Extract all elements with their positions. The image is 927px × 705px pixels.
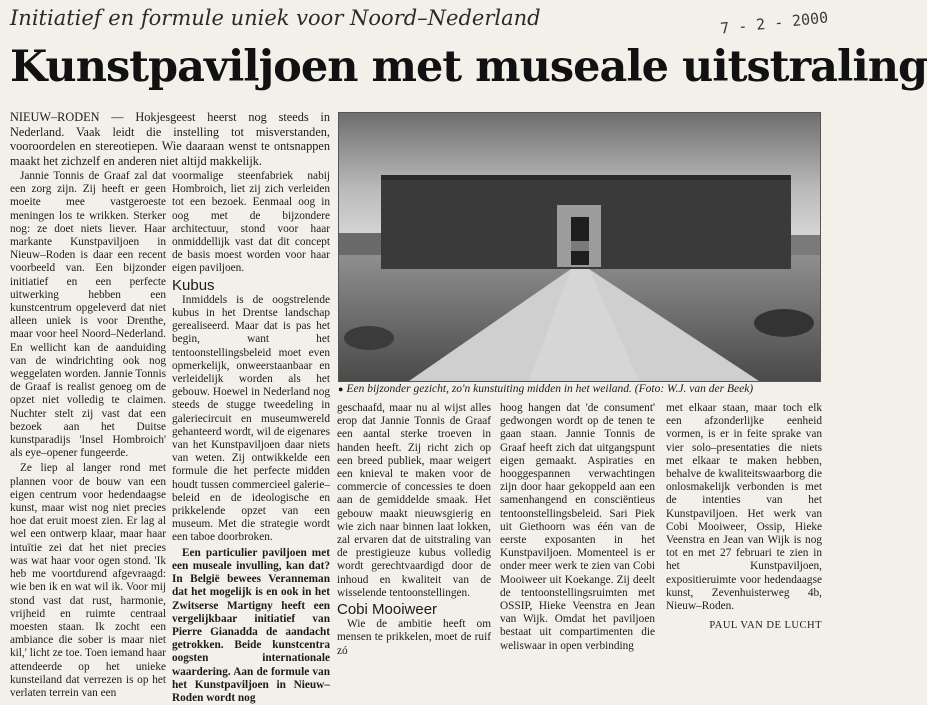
body-paragraph: Ze liep al langer rond met plannen voor de bouw van een eigen centrum voor hedendaagse kunst, maar wist nog niet precies hoe dat eruit moest zien. Er lag al wel een ontwerp klaar, maar haar intuïtie zei dat het niet precies was wat haar voor ogen stond. 'Ik heb me voortdurend afgevraagd: wie ben ik en wat wil ik. Voor mij stond vast dat rust, harmonie, vrijheid en ruimte centraal moesten staan. Ik zocht een ambiance die sober is maar niet kil,' licht ze toe. Toen iemand haar attendeerde op het unieke kunsteiland dat verrezen is op het verlaten terrein van een xyxy=(10,462,166,699)
body-paragraph: Wie de ambitie heeft om mensen te prikkelen, moet de ruif zó xyxy=(337,618,491,657)
body-paragraph: Inmiddels is de oogstrelende kubus in het Drentse landschap gerealiseerd. Maar dat is pas het begin, want het tentoonstellingsbeleid moet even opmerkelijk, onweerstaanbaar en verleidelijk worden als het gebouw. Hoewel in Nederland nog steeds de stugge tweedeling in galeriecircuit en museumwereld gehanteerd wordt, wil de eigenares van het Kunstpaviljoen daar niets van weten. Zij ontwikkelde een formule die het perfecte midden houdt tussen commercieel galerie–beleid en de ideologische en prikkelende opzet van een museum. Met die strategie wordt een taboe doorbroken. xyxy=(172,293,330,544)
article-column-1 xyxy=(10,170,166,699)
lead-paragraph: NIEUW–RODEN — Hokjesgeest heerst nog steeds in Nederland. Vaak leidt die instelling tot misverstanden, vooroordelen en stereotiepen. Wie daaraan wenst te ontsnappen maakt het zichzelf en anderen niet altijd makkelijk. xyxy=(10,110,330,168)
pavilion-photo-image xyxy=(339,113,820,381)
subhead-kubus: Kubus xyxy=(172,276,215,294)
article-column-5 xyxy=(666,402,822,632)
body-paragraph-bold: Een particulier paviljoen met een museale invulling, kan dat? In België bewees Veranneman dat het mogelijk is en ook in het Zwitserse Martigny heeft een vergelijkbaar initiatief van Pierre Gianadda de aandacht getrokken. Beide kunstcentra oogsten internationale waardering. Aan de formule van het Kunstpaviljoen in Nieuw–Roden wordt nog xyxy=(172,546,330,704)
article-headline: Kunstpaviljoen met museale uitstraling xyxy=(10,42,927,92)
article-column-2 xyxy=(172,170,330,704)
caption-text: Een bijzonder gezicht, zo'n kunstuiting midden in het weiland. (Foto: W.J. van der Beek) xyxy=(346,383,754,395)
article-column-4 xyxy=(500,402,655,652)
body-paragraph: hoog hangen dat 'de consument' gedwongen wordt op de tenen te gaan staan. Jannie Tonnis de Graaf heeft zich dat uitgangspunt eigen gemaakt. Aspiraties en hooggespannen verwachtingen zijn door haar gekoppeld aan een samenhangend en consciëntieus tentoonstellingsbeleid. Sari Piek uit Giethoorn was één van de eerste exposanten in het Kunstpaviljoen. Momenteel is er onder meer werk te zien van Cobi Mooiweer uit Koekange. Zij deelt de tentoonstellingsruimten met OSSIP, Hieke Veenstra en Jean van Wijk. Omdat het paviljoen bestaat uit compartimenten die weliswaar in open verbinding xyxy=(500,402,655,652)
article-column-3 xyxy=(337,402,491,657)
photo-caption xyxy=(338,383,828,395)
handwritten-date: 7 - 2 - 2000 xyxy=(719,8,830,38)
bullet-icon: ● xyxy=(338,384,344,394)
article-lead xyxy=(10,110,330,170)
body-paragraph: met elkaar staan, maar toch elk een afzonderlijke eenheid vormen, is er in feite sprake van vier solo–presentaties die niets met elkaar te maken hebben, behalve de kwaliteitswaarborg die onlosmakelijk verbonden is met de intenties van het Kunstpaviljoen. Het werk van Cobi Mooiweer, Ossip, Hieke Veenstra en Jean van Wijk is nog tot en met 27 februari te zien in het Kunstpaviljoen, expositieruimte voor hedendaagse kunst, Zevenhuisterweg 4b, Nieuw–Roden. xyxy=(666,402,822,613)
pavilion-photo xyxy=(338,112,821,382)
article-kicker: Initiatief en formule uniek voor Noord–Nederland xyxy=(10,6,541,30)
article-byline: PAUL VAN DE LUCHT xyxy=(709,620,822,632)
body-paragraph: Jannie Tonnis de Graaf zal dat een zorg zijn. Zij heeft er geen moeite mee vastgeroeste meningen los te wrikken. Sterker nog: ze doet niets liever. Haar markante Kunstpaviljoen in Nieuw–Roden is daar een recent voorbeeld van. Een bijzonder initiatief en een perfecte uitwerking hebben een kunstcentrum opgeleverd dat niet alleen uniek is voor Drenthe, maar voor heel Noord–Nederland. En wellicht kan de aanduiding van de windrichting ook nog weggelaten worden. Jannie Tonnis de Graaf is realist genoeg om de opzet niet volledig te claimen. Nuchter stelt zij vast dat een bezoek aan het Duitse kunstparadijs 'Insel Hombroich' als eye–opener fungeerde. xyxy=(10,170,166,460)
body-paragraph: voormalige steenfabriek nabij Hombroich, liet zij zich verleiden tot een bezoek. Eenmaal oog in oog met de bijzondere architectuur, stond voor haar onmiddellijk vast dat dit concept de basis moest worden voor haar eigen paviljoen. xyxy=(172,170,330,275)
body-paragraph: geschaafd, maar nu al wijst alles erop dat Jannie Tonnis de Graaf een aantal sterke troeven in handen heeft. Zij richt zich op een breed publiek, maar weigert een knieval te maken voor de commercie of concessies te doen aan de gemiddelde smaak. Het gebouw maakt nieuwsgierig en wie zich naar binnen laat lokken, zal ervaren dat de uitstraling van de prestigieuze kubus volledig wordt gerechtvaardigd door de inhoud en kwaliteit van de wisselende tentoonstellingen. xyxy=(337,402,491,599)
subhead-cobi-mooiweer: Cobi Mooiweer xyxy=(337,601,438,619)
